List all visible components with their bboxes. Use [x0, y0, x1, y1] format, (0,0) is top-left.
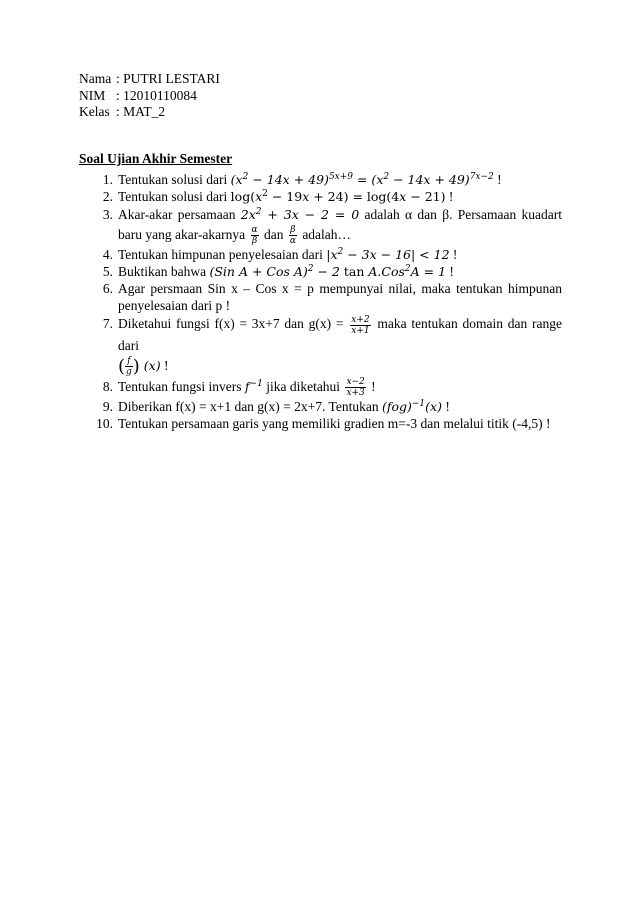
nim-value: : 12010110084	[116, 87, 197, 103]
equation: $2x^2 + 3x - 2 = 0$	[240, 206, 360, 222]
kelas-value: : MAT_2	[116, 104, 166, 119]
question-10	[92, 415, 562, 432]
question-number: 3.	[102, 207, 113, 222]
question-text: Diberikan f(x) = x+1 dan g(x) = 2x+7. Tentukan (fog)$^{-1}$(x) !	[118, 399, 450, 415]
question-4	[92, 246, 562, 263]
question-text: Buktikan bahwa (Sin A + Cos A)$^2$ − 2 tan A.Cos$^2$A = 1 !	[118, 264, 454, 280]
question-5	[92, 263, 562, 280]
question-number: 8.	[102, 378, 113, 394]
question-2	[92, 188, 562, 205]
question-number: 9.	[102, 399, 113, 415]
nama-label: Nama	[79, 71, 112, 86]
question-text: Tentukan solusi dari $\log(x^2 - 19x + 24) = \log(4x - 21)$ !	[118, 188, 454, 204]
fraction-alpha-beta: $\frac{\alpha}{\beta}$	[251, 225, 258, 247]
function-quotient: ( $\frac{f}{g}$ ) (x)	[118, 355, 161, 377]
equation: $(x^2 - 14x + 49)^{5x+9} = (x^2 - 14x + 49)^{7x-2}$	[230, 171, 494, 187]
question-text: Tentukan solusi dari $(x^2 - 14x + 49)^{5x+9} = (x^2 - 14x + 49)^{7x-2}$ !	[118, 171, 502, 187]
question-number: 5.	[102, 264, 113, 280]
nama-value: : PUTRI LESTARI	[116, 71, 220, 86]
question-text: Tentukan fungsi invers $f^{-1}$ jika diketahui $\frac{x-2}{x+3}$ !	[118, 377, 376, 399]
question-text: Tentukan persamaan garis yang memiliki gradien m=-3 dan melalui titik (-4,5) !	[118, 416, 551, 432]
fraction-f: $\frac{x-2}{x+3}$	[346, 377, 365, 399]
question-text: Akar-akar persamaan $2x^2 + 3x - 2 = 0$ adalah α dan β. Persamaan kuadart baru yang akar-akarnya $\frac{\alpha}{\beta}$ dan $\frac{\beta}{\alpha}$ adalah…	[118, 206, 562, 247]
nim-label: NIM	[79, 87, 106, 103]
fraction-g: $\frac{x+2}{x+1}$	[351, 314, 370, 336]
question-number: 2.	[102, 189, 113, 204]
question-number: 4.	[102, 247, 113, 263]
nama-row	[79, 71, 220, 88]
question-text: Agar persmaan Sin x – Cos x = p mempunyai nilai, maka tentukan himpunan penyelesaian dari p !	[118, 281, 562, 314]
question-number: 10.	[96, 416, 113, 432]
identity: (Sin A + Cos A)$^2$ − 2 tan A.Cos$^2$A = 1	[209, 264, 447, 280]
question-list	[92, 171, 562, 432]
question-8	[92, 377, 562, 398]
kelas-row	[79, 104, 220, 121]
question-number: 7.	[102, 316, 113, 332]
question-text: Diketahui fungsi f(x) = 3x+7 dan g(x) = $\frac{x+2}{x+1}$ maka tentukan domain dan range dari ( $\frac{f}{g}$ ) (x) !	[118, 314, 562, 377]
student-info	[79, 71, 220, 121]
inequality: $|x^2 - 3x - 16| < 12$	[326, 247, 450, 263]
kelas-label: Kelas	[79, 104, 110, 119]
question-6	[92, 280, 562, 314]
question-number: 1.	[102, 172, 113, 187]
equation: $\log(x^2 - 19x + 24) = \log(4x - 21)$	[230, 188, 446, 204]
inverse-function: $f^{-1}$	[244, 378, 263, 394]
question-text: Tentukan himpunan penyelesaian dari $|x^2 - 3x - 16| < 12$ !	[118, 247, 458, 263]
question-3	[92, 205, 562, 246]
question-7	[92, 314, 562, 376]
nim-row	[79, 88, 220, 105]
fraction-beta-alpha: $\frac{\beta}{\alpha}$	[289, 225, 296, 247]
composition-inverse: (fog)$^{-1}$(x)	[381, 399, 442, 415]
question-1	[92, 171, 562, 188]
question-9	[92, 398, 562, 415]
question-number: 6.	[102, 281, 113, 297]
exam-title: Soal Ujian Akhir Semester	[79, 151, 233, 166]
